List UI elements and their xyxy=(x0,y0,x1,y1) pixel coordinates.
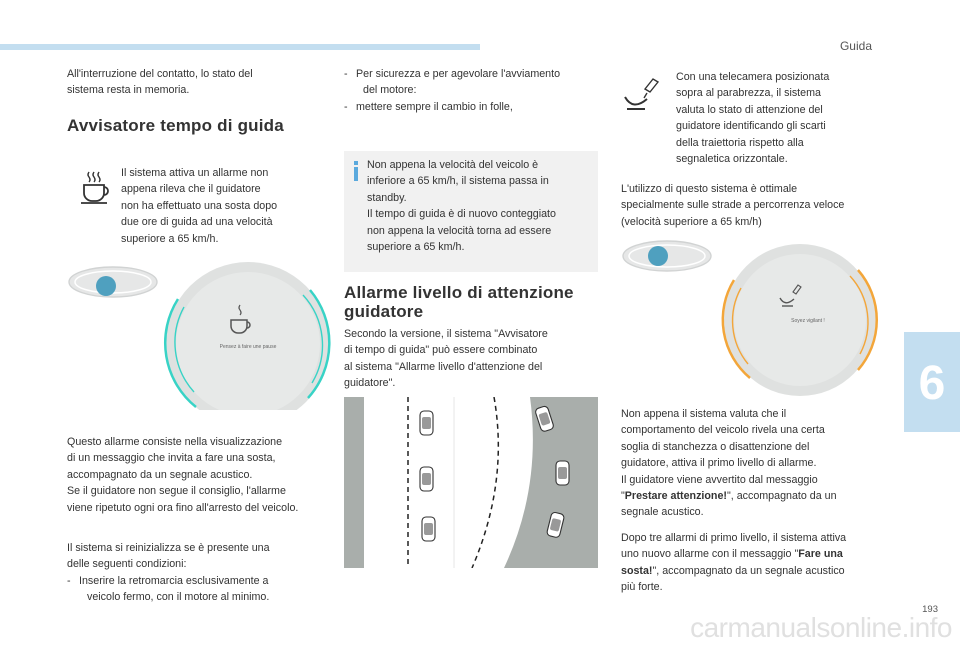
version-description xyxy=(344,326,604,392)
text-line: segnale acustico. xyxy=(621,506,704,519)
intro-paragraph xyxy=(67,66,337,99)
alert-message-stop: sosta! xyxy=(621,564,653,577)
section-heading-attention xyxy=(344,283,574,321)
text-line: Se il guidatore non segue il consiglio, l'allarme xyxy=(67,485,286,498)
text-line: Dopo tre allarmi di primo livello, il sistema attiva xyxy=(621,532,847,544)
text-line: Il sistema attiva un allarme non xyxy=(121,167,269,179)
info-icon-bar xyxy=(354,167,358,181)
info-box xyxy=(344,151,598,272)
list-item-continuation: del motore: xyxy=(363,84,417,97)
list-dash: - xyxy=(344,68,348,80)
car-icon xyxy=(420,467,433,491)
text-line: uno nuovo allarme con il messaggio "Fare una xyxy=(621,548,843,561)
text-line: della traiettoria rispetto alla xyxy=(676,136,804,149)
text-line: "Prestare attenzione!", accompagnato da un xyxy=(621,490,837,503)
pause-alert-display-illustration xyxy=(68,262,336,410)
reset-conditions xyxy=(67,540,337,606)
text-line: appena rileva che il guidatore xyxy=(121,183,261,196)
coffee-cup-icon xyxy=(78,170,112,204)
text-line: viene ripetuto ogni ora fino all'arresto del veicolo. xyxy=(67,501,299,514)
alert-message-stop: Fare una xyxy=(798,548,843,561)
driving-time-description xyxy=(121,165,321,247)
text-line: Non appena la velocità del veicolo è xyxy=(367,159,539,171)
text-line: guidatore, attiva il primo livello di allarme. xyxy=(621,457,817,470)
car-icon xyxy=(556,461,569,485)
info-icon xyxy=(354,161,358,165)
lane-departure-icon xyxy=(623,75,661,111)
section-heading-driving-time: Avvisatore tempo di guida xyxy=(67,116,284,135)
text-line: segnaletica orizzontale. xyxy=(676,153,788,166)
text-line: di un messaggio che invita a fare una sosta, xyxy=(67,452,276,465)
text-line: inferiore a 65 km/h, il sistema passa in xyxy=(367,175,549,188)
text-line: sopra al parabrezza, il sistema xyxy=(676,87,821,100)
text-line: specialmente sulle strade a percorrenza veloce xyxy=(621,199,845,212)
heading-line: guidatore xyxy=(344,302,424,321)
text-line: Con una telecamera posizionata xyxy=(676,71,830,83)
list-item: - Inserire la retromarcia esclusivamente a xyxy=(67,573,337,589)
page-number: 193 xyxy=(922,604,938,615)
heading-line: Allarme livello di attenzione xyxy=(344,283,574,302)
car-icon xyxy=(422,517,435,541)
text-line: di tempo di guida" può essere combinato xyxy=(344,344,538,357)
text-line: al sistema "Allarme livello d'attenzione del xyxy=(344,360,543,373)
camera-description xyxy=(676,69,886,167)
text-line: accompagnato da un segnale acustico. xyxy=(67,468,253,481)
text-line: comportamento del veicolo rivela una certa xyxy=(621,424,825,437)
text-line: più forte. xyxy=(621,581,663,594)
text-line: sistema resta in memoria. xyxy=(67,84,190,97)
text-line: sosta!", accompagnato da un segnale acustico xyxy=(621,564,845,577)
conditions-list xyxy=(344,66,604,115)
section-title: Guida xyxy=(839,39,872,53)
text-line: due ore di guida ad una velocità xyxy=(121,216,273,229)
text-line: superiore a 65 km/h. xyxy=(121,232,219,245)
text-line: Il guidatore viene avvertito dal messaggio xyxy=(621,473,818,486)
text-line: valuta lo stato di attenzione del xyxy=(676,103,823,116)
car-icon xyxy=(420,411,433,435)
list-item: - mettere sempre il cambio in folle, xyxy=(344,99,604,115)
text-line: Il sistema si reinizializza se è presente una xyxy=(67,542,270,554)
list-item: - Per sicurezza e per agevolare l'avviamento xyxy=(344,66,604,82)
text-line: Il tempo di guida è di nuovo conteggiato xyxy=(367,208,556,221)
vigilance-alert-display-illustration xyxy=(622,236,884,396)
text-line: superiore a 65 km/h. xyxy=(367,241,465,254)
alarm-description xyxy=(67,434,337,516)
road-trajectory-illustration xyxy=(344,397,598,568)
text-line: non ha effettuato una sosta dopo xyxy=(121,199,278,212)
text-line: standby. xyxy=(367,191,407,204)
text-line: (velocità superiore a 65 km/h) xyxy=(621,215,762,228)
text-line: Secondo la versione, il sistema "Avvisatore xyxy=(344,328,548,340)
alert-message-attention: Prestare attenzione! xyxy=(624,490,727,503)
watermark: carmanualsonline.info xyxy=(690,612,952,643)
second-alert-description xyxy=(621,530,891,596)
text-line: soglia di stanchezza o disattenzione del xyxy=(621,440,810,453)
list-dash: - xyxy=(344,100,348,113)
text-line: guidatore identificando gli scarti xyxy=(676,120,826,133)
chapter-tab[interactable] xyxy=(904,332,960,432)
text-line: Questo allarme consiste nella visualizzazione xyxy=(67,436,283,448)
chapter-number: 6 xyxy=(918,357,946,410)
list-dash: - xyxy=(67,574,71,587)
text-line: guidatore". xyxy=(344,377,396,390)
header-bar xyxy=(0,44,480,50)
evaluation-description xyxy=(621,406,891,521)
usage-description xyxy=(621,181,891,230)
text-line: delle seguenti condizioni: xyxy=(67,558,187,571)
display-message: Pensez à faire une pause xyxy=(219,344,277,350)
display-message: Soyez vigilant ! xyxy=(791,318,825,324)
text-line: non appena la velocità torna ad essere xyxy=(367,224,552,237)
text-line: L'utilizzo di questo sistema è ottimale xyxy=(621,183,798,195)
text-line: All'interruzione del contatto, lo stato del xyxy=(67,68,253,80)
list-item-continuation: veicolo fermo, con il motore al minimo. xyxy=(87,591,270,604)
text-line: Non appena il sistema valuta che il xyxy=(621,408,787,420)
